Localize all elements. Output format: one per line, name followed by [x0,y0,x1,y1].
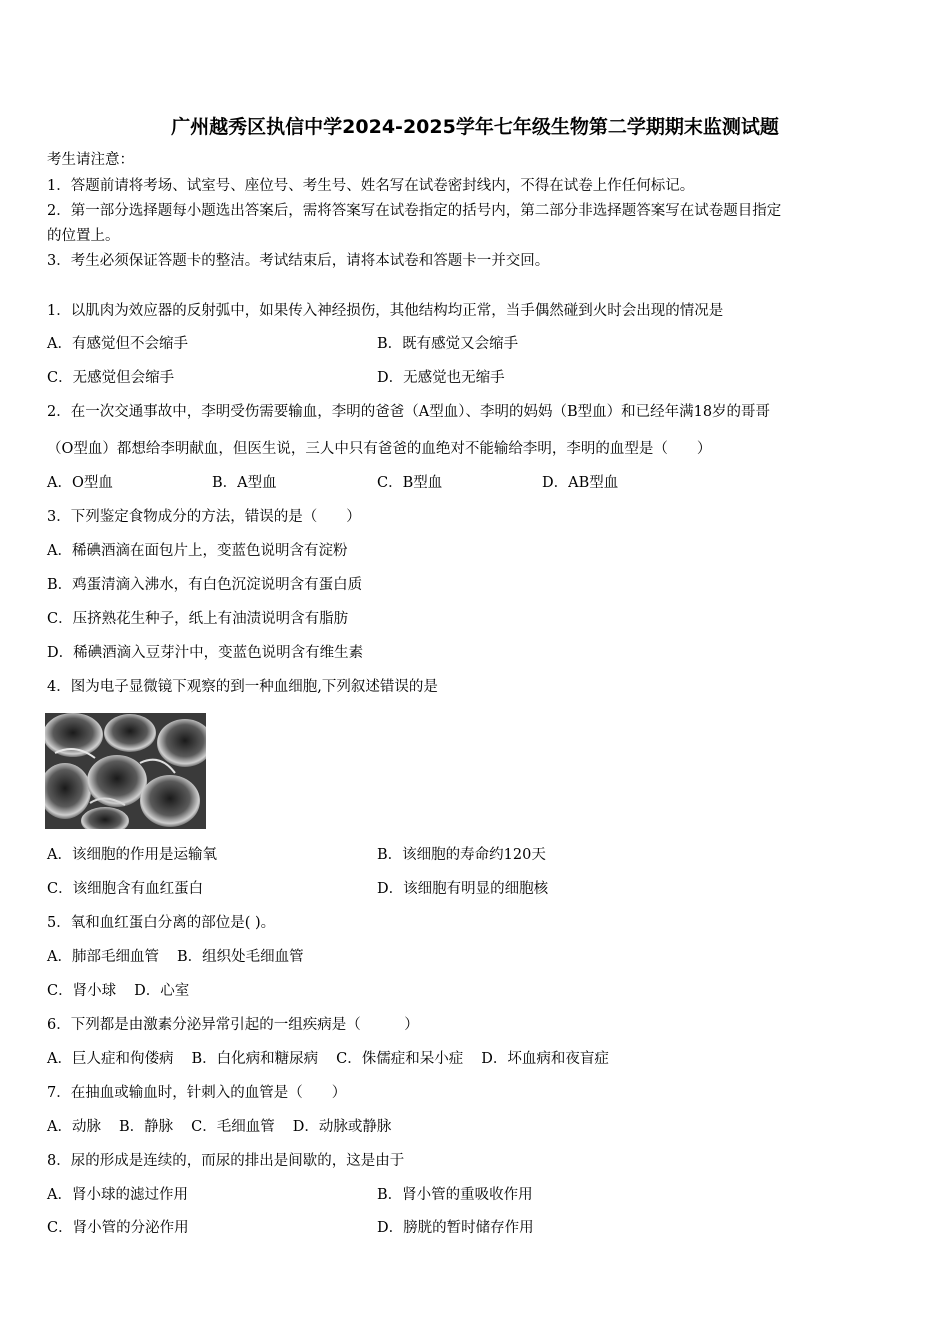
question-4-option-a: A．该细胞的作用是运输氧 [47,847,217,863]
question-5-option-c: C．肾小球 [47,983,117,999]
question-3-option-d: D．稀碘酒滴入豆芽汁中，变蓝色说明含有维生素 [47,645,364,661]
question-5-option-a: A．肺部毛细血管 [47,949,159,965]
question-2-option-c: C．B型血 [377,475,443,491]
question-5-option-d: D．心室 [134,983,190,999]
question-5-options-row2 [47,981,207,1001]
question-6-option-a: A．巨人症和佝偻病 [47,1051,174,1067]
question-8-option-a: A．肾小球的滤过作用 [47,1187,188,1203]
question-8-option-d: D．膀胱的暂时储存作用 [377,1220,534,1236]
question-1-option-d: D．无感觉也无缩手 [377,370,505,386]
question-8-option-b: B．肾小管的重吸收作用 [377,1187,533,1203]
question-2-stem-line2: （O型血）都想给李明献血，但医生说，三人中只有爸爸的血绝对不能输给李明，李明的血型是（ ） [47,441,712,457]
question-8-stem: 8．尿的形成是连续的，而尿的排出是间歇的，这是由于 [47,1153,405,1169]
question-6-option-b: B．白化病和糖尿病 [191,1051,319,1067]
question-3-option-a: A．稀碘酒滴在面包片上，变蓝色说明含有淀粉 [47,543,348,559]
page-title: 广州越秀区执信中学2024-2025学年七年级生物第二学期期末监测试题 [171,116,779,138]
question-7-option-a: A．动脉 [47,1119,101,1135]
question-6-stem: 6．下列都是由激素分泌异常引起的一组疾病是（ ） [47,1017,419,1033]
question-1-option-b: B．既有感觉又会缩手 [377,336,519,352]
question-1-option-a: A．有感觉但不会缩手 [47,336,188,352]
question-5-stem: 5．氧和血红蛋白分离的部位是( )。 [47,915,276,931]
question-7-options [47,1117,409,1137]
question-7-option-d: D．动脉或静脉 [292,1119,392,1135]
notice-heading: 考生请注意： [47,152,134,168]
question-2-option-d: D．AB型血 [542,475,619,491]
red-blood-cell-micrograph [45,713,206,829]
question-7-stem: 7．在抽血或输血时，针刺入的血管是（ ） [47,1085,347,1101]
question-6-option-d: D．坏血病和夜盲症 [481,1051,609,1067]
question-8-option-c: C．肾小管的分泌作用 [47,1220,189,1236]
question-6-option-c: C．侏儒症和呆小症 [336,1051,464,1067]
question-1-option-c: C．无感觉但会缩手 [47,370,175,386]
question-7-option-c: C．毛细血管 [191,1119,275,1135]
question-6-options [47,1049,627,1069]
notice-item-1: 1．答题前请将考场、试室号、座位号、考生号、姓名写在试卷密封线内，不得在试卷上作任何标记。 [47,178,695,194]
question-5-options-row1 [47,947,322,967]
question-3-stem: 3．下列鉴定食物成分的方法，错误的是（ ） [47,509,361,525]
notice-item-2b: 的位置上。 [47,228,120,244]
question-2-stem-line1: 2．在一次交通事故中，李明受伤需要输血，李明的爸爸（A型血）、李明的妈妈（B型血）和已经年满18岁的哥哥 [47,404,771,420]
question-7-option-b: B．静脉 [118,1119,174,1135]
question-3-option-b: B．鸡蛋清滴入沸水，有白色沉淀说明含有蛋白质 [47,577,363,593]
question-4-option-b: B．该细胞的寿命约120天 [377,847,546,863]
notice-item-3: 3．考生必须保证答题卡的整洁。考试结束后，请将本试卷和答题卡一并交回。 [47,253,550,269]
question-2-option-b: B．A型血 [212,475,277,491]
question-4-stem: 4．图为电子显微镜下观察的到一种血细胞,下列叙述错误的是 [47,679,438,695]
question-2-option-a: A．O型血 [47,475,113,491]
question-4-option-c: C．该细胞含有血红蛋白 [47,881,204,897]
question-5-option-b: B．组织处毛细血管 [176,949,304,965]
notice-item-2a: 2．第一部分选择题每小题选出答案后，需将答案写在试卷指定的括号内，第二部分非选择题答案写在试卷题目指定 [47,203,782,219]
question-3-option-c: C．压挤熟花生种子，纸上有油渍说明含有脂肪 [47,611,349,627]
question-1-stem: 1．以肌肉为效应器的反射弧中，如果传入神经损伤，其他结构均正常，当手偶然碰到火时会出现的情况是 [47,303,724,319]
question-4-option-d: D．该细胞有明显的细胞核 [377,881,549,897]
